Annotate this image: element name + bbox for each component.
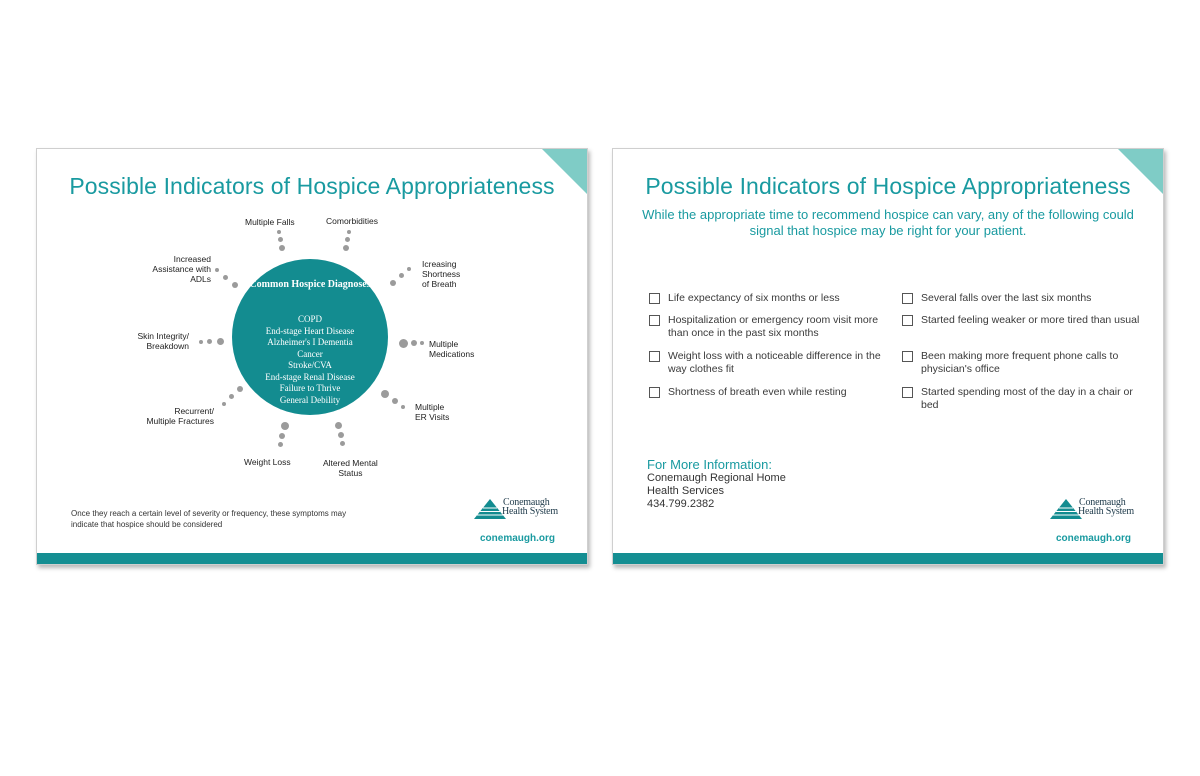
- dot: [229, 394, 234, 399]
- checkbox[interactable]: [902, 387, 913, 398]
- logo-line1: Conemaugh: [1079, 497, 1126, 508]
- dot: [338, 432, 344, 438]
- website-link[interactable]: conemaugh.org: [1055, 533, 1131, 544]
- logo-line2: Health System: [502, 506, 559, 517]
- indicator-skin-integrity: Skin Integrity/ Breakdown: [137, 331, 189, 351]
- indicator-multiple-medications: Multiple Medications: [429, 339, 475, 359]
- diagnosis-item: Alzheimer's I Dementia: [267, 337, 353, 347]
- conemaugh-logo: [1049, 498, 1147, 520]
- indicator-shortness-of-breath: Icreasing Shortness of Breath: [422, 259, 461, 289]
- dot: [232, 282, 238, 288]
- diagnoses-list: [232, 314, 388, 406]
- contact-info: [647, 457, 786, 511]
- dot: [281, 422, 289, 430]
- dot: [215, 268, 219, 272]
- diagnosis-item: End-stage Heart Disease: [265, 325, 355, 336]
- diagnosis-item: Cancer: [297, 348, 323, 359]
- dot: [199, 340, 203, 344]
- dot: [399, 273, 404, 278]
- checkbox[interactable]: [649, 387, 660, 398]
- logo-line2: Health System: [1078, 506, 1135, 517]
- checkbox[interactable]: [902, 351, 913, 362]
- front-title: Possible Indicators of Hospice Appropriateness: [69, 173, 555, 199]
- checklist-item-label: Weight loss with a noticeable difference in the way clothes fit: [668, 350, 881, 375]
- website-link[interactable]: conemaugh.org: [479, 533, 555, 544]
- back-subtitle: While the appropriate time to recommend hospice can vary, any of the following could signal that hospice may be right for your patient.: [642, 207, 1134, 238]
- checkbox[interactable]: [649, 351, 660, 362]
- dot: [381, 390, 389, 398]
- indicator-comorbidities: Comorbidities: [326, 216, 378, 226]
- bottom-bar: [37, 553, 587, 564]
- contact-heading: For More Information:: [647, 457, 772, 472]
- conemaugh-logo: [473, 498, 571, 520]
- dot: [407, 267, 411, 271]
- indicator-weight-loss: Weight Loss: [244, 457, 291, 467]
- dot: [207, 339, 212, 344]
- checkbox[interactable]: [902, 315, 913, 326]
- indicator-multiple-falls: Multiple Falls: [245, 217, 295, 227]
- indicator-assistance-adls: Increased Assistance with ADLs: [152, 254, 211, 284]
- contact-phone[interactable]: 434.799.2382: [647, 498, 715, 510]
- indicator-er-visits: Multiple ER Visits: [415, 402, 450, 422]
- dot: [399, 339, 408, 348]
- dot: [279, 433, 285, 439]
- dot: [390, 280, 396, 286]
- dot: [343, 245, 349, 251]
- checklist-item-label: Life expectancy of six months or less: [668, 292, 840, 304]
- checklist-item-label: Several falls over the last six months: [921, 292, 1092, 304]
- dot: [420, 341, 424, 345]
- indicator-altered-mental-status: Altered Mental Status: [323, 458, 378, 478]
- dot: [217, 338, 224, 345]
- checklist-item-label: Hospitalization or emergency room visit more than once in the past six months: [668, 314, 879, 339]
- front-footnote: Once they reach a certain level of severity or frequency, these symptoms may indicate that hospice should be considered: [71, 509, 347, 529]
- dot: [347, 230, 351, 234]
- indicator-fractures: Recurrent/ Multiple Fractures: [146, 406, 214, 426]
- diagnosis-item: General Debility: [279, 394, 341, 405]
- diagnosis-item: Failure to Thrive: [279, 383, 341, 393]
- dot: [340, 441, 345, 446]
- dot: [222, 402, 226, 406]
- checkbox[interactable]: [902, 293, 913, 304]
- front-card: [36, 148, 588, 565]
- dot: [392, 398, 398, 404]
- dot: [401, 405, 405, 409]
- dot: [345, 237, 350, 242]
- dot: [278, 442, 283, 447]
- contact-org-line2: Health Services: [647, 485, 725, 497]
- contact-org-line1: Conemaugh Regional Home: [647, 472, 786, 484]
- checklist-item-label: Been making more frequent phone calls to physician's office: [921, 350, 1119, 375]
- logo-line1: Conemaugh: [503, 497, 550, 508]
- back-title: Possible Indicators of Hospice Appropriateness: [645, 173, 1131, 199]
- dot: [335, 422, 342, 429]
- diagnoses-circle: [232, 259, 388, 415]
- dot: [237, 386, 243, 392]
- checkbox[interactable]: [649, 293, 660, 304]
- dot: [411, 340, 417, 346]
- checkbox[interactable]: [649, 315, 660, 326]
- bottom-bar: [613, 553, 1163, 564]
- circle-heading: Common Hospice Diagnoses: [249, 279, 371, 290]
- checklist-item-label: Started spending most of the day in a chair or bed: [921, 386, 1133, 411]
- diagnosis-item: Stroke/CVA: [288, 360, 332, 370]
- dot: [279, 245, 285, 251]
- dot: [278, 237, 283, 242]
- back-card: [612, 148, 1164, 565]
- diagnosis-item: End-stage Renal Disease: [265, 371, 355, 382]
- checklist-item-label: Shortness of breath even while resting: [668, 386, 847, 398]
- checklist-item-label: Started feeling weaker or more tired than usual: [921, 314, 1140, 326]
- diagnosis-item: COPD: [297, 314, 322, 324]
- dot: [223, 275, 228, 280]
- dot: [277, 230, 281, 234]
